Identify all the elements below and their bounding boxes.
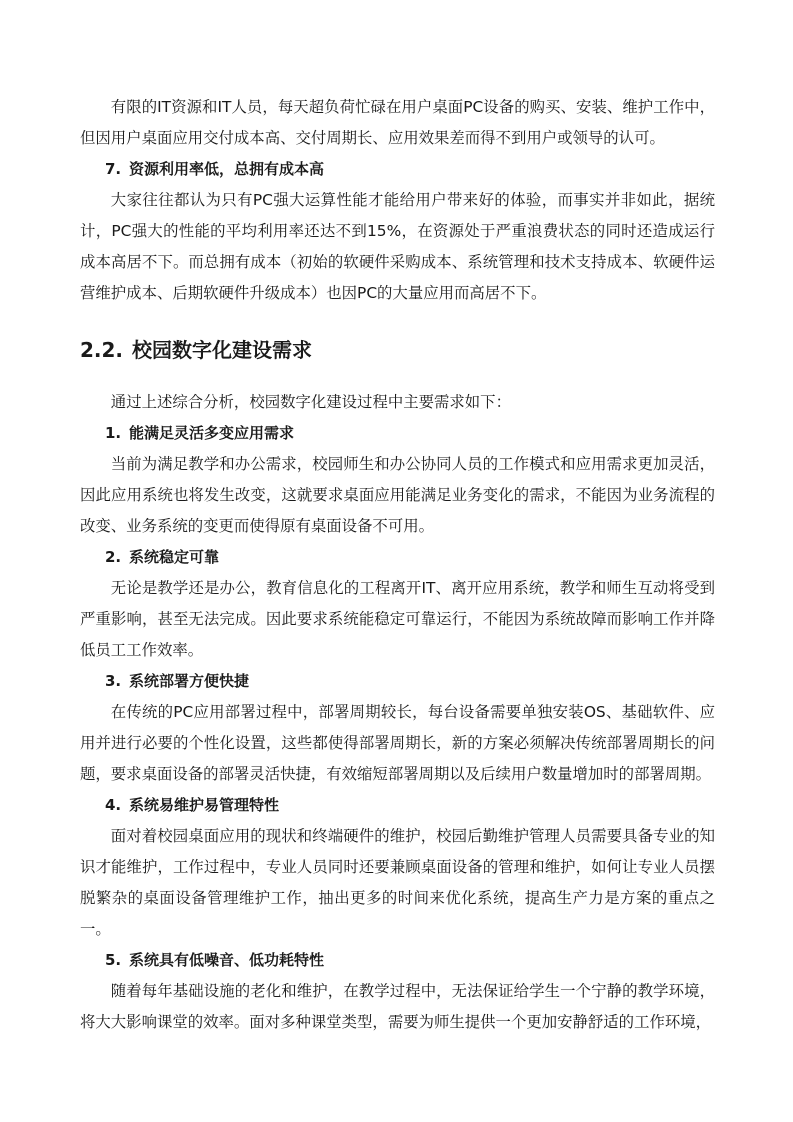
body-paragraph: 在传统的PC应用部署过程中，部署周期较长，每台设备需要单独安装OS、基础软件、应用并进行必要的个性化设置，这些都使得部署周期长，新的方案必须解决传统部署周期长的问题，要求桌面设备的部署灵活快捷，有效缩短部署周期以及后续用户数量增加时的部署周期。 [80,703,715,783]
heading-number: 7. [105,160,122,178]
heading-text: 系统易维护易管理特性 [129,796,280,814]
heading-text: 系统具有低噪音、低功耗特性 [129,951,325,969]
numbered-subheading [80,666,715,697]
body-paragraph: 通过上述综合分析，校园数字化建设过程中主要需求如下： [110,393,511,411]
body-paragraph: 随着每年基础设施的老化和维护，在教学过程中，无法保证给学生一个宁静的教学环境，将大大影响课堂的效率。面对多种课堂类型，需要为师生提供一个更加安静舒适的工作环境， [80,982,715,1031]
body-paragraph: 面对着校园桌面应用的现状和终端硬件的维护，校园后勤维护管理人员需要具备专业的知识才能维护，工作过程中，专业人员同时还要兼顾桌面设备的管理和维护，如何让专业人员摆脱繁杂的桌面设备管理维护工作，抽出更多的时间来优化系统，提高生产力是方案的重点之一。 [80,827,715,938]
heading-text: 校园数字化建设需求 [132,338,312,362]
body-paragraph: 当前为满足教学和办公需求，校园师生和办公协同人员的工作模式和应用需求更加灵活，因此应用系统也将发生改变，这就要求桌面应用能满足业务变化的需求，不能因为业务流程的改变、业务系统的变更而使得原有桌面设备不可用。 [80,455,715,535]
document-page [80,92,715,1038]
body-paragraph: 大家往往都认为只有PC强大运算性能才能给用户带来好的体验，而事实并非如此，据统计，PC强大的性能的平均利用率还达不到15%，在资源处于严重浪费状态的同时还造成运行成本高居不下。而总拥有成本（初始的软硬件采购成本、系统管理和技术支持成本、软硬件运营维护成本、后期软硬件升级成本）也因PC的大量应用而高居不下。 [80,191,715,302]
heading-number: 2.2. [80,338,124,362]
numbered-subheading [80,945,715,976]
numbered-subheading [80,418,715,449]
body-paragraph: 无论是教学还是办公，教育信息化的工程离开IT、离开应用系统，教学和师生互动将受到严重影响，甚至无法完成。因此要求系统能稳定可靠运行，不能因为系统故障而影响工作并降低员工工作效率。 [80,579,715,659]
section-heading [80,335,715,365]
heading-number: 1. [105,424,122,442]
heading-number: 5. [105,951,122,969]
heading-number: 4. [105,796,122,814]
heading-number: 3. [105,672,122,690]
heading-text: 系统部署方便快捷 [129,672,250,690]
body-paragraph: 有限的IT资源和IT人员，每天超负荷忙碌在用户桌面PC设备的购买、安装、维护工作中，但因用户桌面应用交付成本高、交付周期长、应用效果差而得不到用户或领导的认可。 [80,98,715,147]
numbered-subheading [80,790,715,821]
heading-text: 资源利用率低，总拥有成本高 [129,160,325,178]
heading-text: 系统稳定可靠 [129,548,220,566]
heading-number: 2. [105,548,122,566]
numbered-subheading [80,154,715,185]
heading-text: 能满足灵活多变应用需求 [129,424,295,442]
numbered-subheading [80,542,715,573]
